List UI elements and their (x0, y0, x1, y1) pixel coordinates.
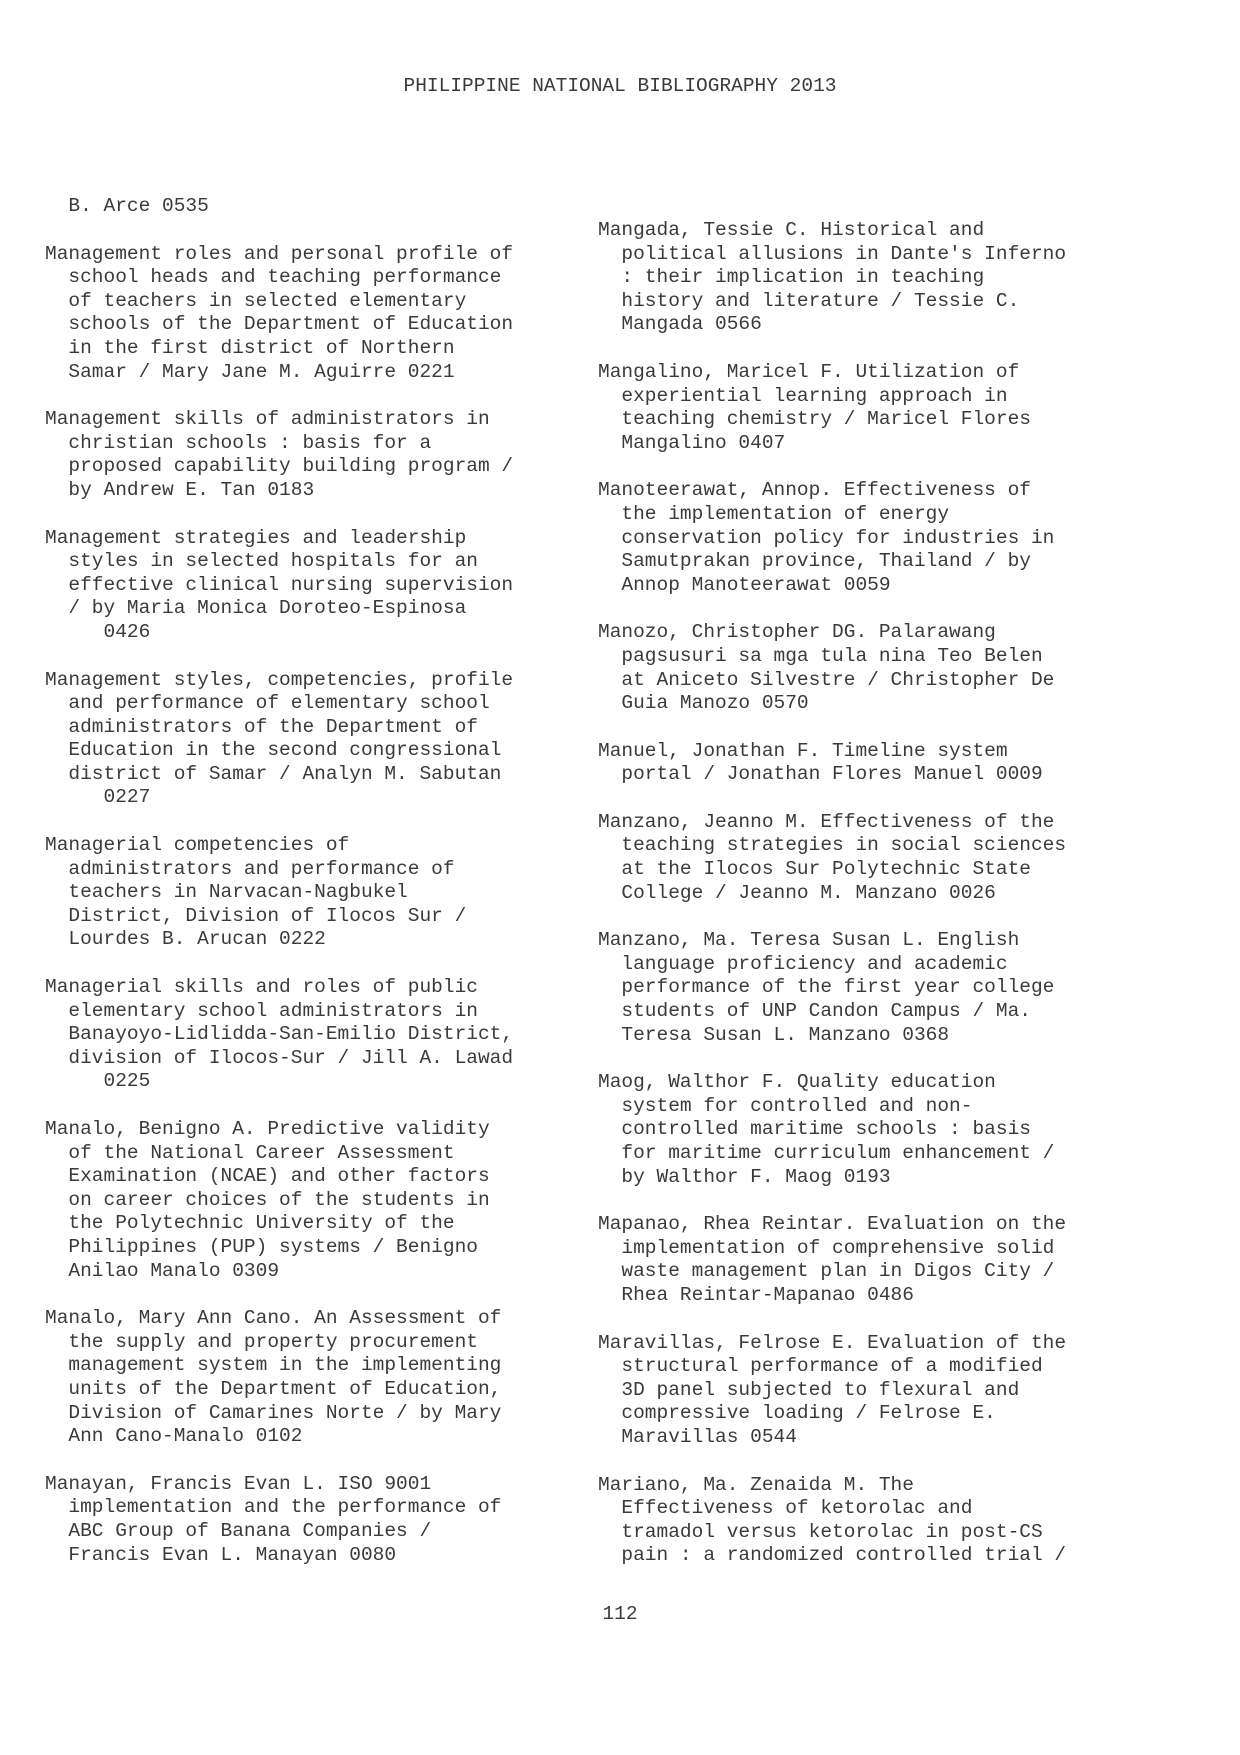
entry-line: Mapanao, Rhea Reintar. Evaluation on the (598, 1213, 1067, 1236)
bibliography-entry (45, 1118, 565, 1283)
entry-line: 0225 (45, 1070, 151, 1093)
entry-line: portal / Jonathan Flores Manuel 0009 (598, 763, 1043, 786)
entry-line: B. Arce 0535 (45, 195, 209, 217)
entry-line: implementation of comprehensive solid (598, 1236, 1055, 1259)
entry-line: Samutprakan province, Thailand / by (598, 550, 1031, 573)
entry-line: management system in the implementing (45, 1354, 502, 1377)
entry-line: waste management plan in Digos City / (598, 1260, 1055, 1283)
entry-line: proposed capability building program / (45, 455, 514, 478)
entry-line: at the Ilocos Sur Polytechnic State (598, 858, 1031, 881)
entry-line: District, Division of Ilocos Sur / (45, 904, 467, 927)
entry-line: Management skills of administrators in (45, 408, 490, 431)
entry-line: 3D panel subjected to flexural and (598, 1378, 1020, 1401)
entry-line: history and literature / Tessie C. (598, 289, 1020, 312)
entry-line: tramadol versus ketorolac in post-CS (598, 1520, 1043, 1543)
entry-line: Maravillas 0544 (598, 1425, 797, 1448)
entry-line: Division of Camarines Norte / by Mary (45, 1401, 502, 1424)
entry-line: Manalo, Benigno A. Predictive validity (45, 1118, 490, 1140)
entry-line: Effectiveness of ketorolac and (598, 1497, 973, 1520)
entry-line: Manuel, Jonathan F. Timeline system (598, 739, 1008, 762)
entry-line: Maog, Walthor F. Quality education (598, 1071, 996, 1094)
entry-line: 0227 (45, 786, 151, 809)
bibliography-entry (598, 929, 1118, 1047)
entry-line: Ann Cano-Manalo 0102 (45, 1425, 303, 1448)
entry-line: administrators and performance of (45, 857, 455, 880)
entry-line: administrators of the Department of (45, 715, 478, 738)
entry-line: pagsusuri sa mga tula nina Teo Belen (598, 644, 1043, 667)
bibliography-entry (45, 527, 565, 645)
entry-line: schools of the Department of Education (45, 313, 514, 336)
bibliography-entry (598, 1213, 1118, 1307)
entry-line: Teresa Susan L. Manzano 0368 (598, 1023, 950, 1046)
entry-line: Mangada 0566 (598, 313, 762, 336)
bibliography-entry (45, 243, 565, 385)
entry-line: Banayoyo-Lidlidda-San-Emilio District, (45, 1023, 514, 1046)
entry-line: the Polytechnic University of the (45, 1212, 455, 1235)
entry-line: Mariano, Ma. Zenaida M. The (598, 1473, 914, 1496)
entry-line: and performance of elementary school (45, 692, 490, 715)
entry-line: Examination (NCAE) and other factors (45, 1165, 490, 1188)
entry-line: Mangada, Tessie C. Historical and (598, 219, 985, 241)
entry-line: language proficiency and academic (598, 952, 1008, 975)
entry-line: by Walthor F. Maog 0193 (598, 1165, 891, 1188)
entry-line: of the National Career Assessment (45, 1141, 455, 1164)
entry-line: by Andrew E. Tan 0183 (45, 478, 315, 501)
entry-line: Education in the second congressional (45, 739, 502, 762)
entry-line: / by Maria Monica Doroteo-Espinosa (45, 597, 467, 620)
entry-line: Guia Manozo 0570 (598, 692, 809, 715)
entry-line: teachers in Narvacan-Nagbukel (45, 881, 408, 904)
bibliography-entry (598, 1071, 1118, 1189)
entry-line: compressive loading / Felrose E. (598, 1402, 996, 1425)
entry-line: Management roles and personal profile of (45, 242, 514, 265)
entry-line: on career choices of the students in (45, 1188, 490, 1211)
bibliography-entry (45, 976, 565, 1094)
entry-line: 0426 (45, 620, 151, 643)
bibliography-entry (598, 1474, 1118, 1568)
entry-line: Francis Evan L. Manayan 0080 (45, 1543, 397, 1566)
entry-line: Annop Manoteerawat 0059 (598, 573, 891, 596)
bibliography-entry (45, 1307, 565, 1449)
entry-line: styles in selected hospitals for an (45, 550, 478, 573)
entry-line: Lourdes B. Arucan 0222 (45, 928, 326, 951)
entry-line: Manzano, Ma. Teresa Susan L. English (598, 929, 1020, 952)
entry-line: the implementation of energy (598, 502, 950, 525)
bibliography-entry (598, 479, 1118, 597)
entry-line: school heads and teaching performance (45, 266, 502, 289)
entry-line: effective clinical nursing supervision (45, 573, 514, 596)
entry-line: Managerial skills and roles of public (45, 976, 478, 999)
entry-line: units of the Department of Education, (45, 1377, 502, 1400)
bibliography-entry (598, 621, 1118, 715)
entry-line: Management styles, competencies, profile (45, 668, 514, 691)
entry-line: structural performance of a modified (598, 1355, 1043, 1378)
entry-line: Manoteerawat, Annop. Effectiveness of (598, 479, 1031, 502)
entry-line: for maritime curriculum enhancement / (598, 1142, 1055, 1164)
page-number: 112 (602, 1603, 638, 1625)
entry-line: Maravillas, Felrose E. Evaluation of the (598, 1331, 1067, 1354)
bibliography-entry (598, 740, 1118, 787)
entry-line: Management strategies and leadership (45, 526, 467, 549)
entry-line: experiential learning approach in (598, 384, 1008, 407)
entry-line: Mangalino 0407 (598, 431, 786, 454)
entry-line: College / Jeanno M. Manzano 0026 (598, 881, 996, 904)
entry-line: : their implication in teaching (598, 266, 985, 289)
bibliography-entry (598, 1332, 1118, 1450)
entry-line: elementary school administrators in (45, 999, 478, 1022)
entry-line: at Aniceto Silvestre / Christopher De (598, 668, 1055, 691)
bibliography-entry (598, 811, 1118, 905)
bibliography-entry (45, 1473, 565, 1567)
entry-line: teaching chemistry / Maricel Flores (598, 408, 1031, 431)
entry-line: Manayan, Francis Evan L. ISO 9001 (45, 1472, 432, 1495)
entry-line: christian schools : basis for a (45, 431, 432, 454)
entry-line: Manzano, Jeanno M. Effectiveness of the (598, 810, 1055, 833)
bibliography-entry (598, 361, 1118, 455)
entry-line: political allusions in Dante's Inferno (598, 242, 1067, 265)
entry-line: ABC Group of Banana Companies / (45, 1519, 432, 1542)
bibliography-entry (598, 219, 1118, 337)
entry-line: system for controlled and non- (598, 1094, 973, 1117)
entry-line: district of Samar / Analyn M. Sabutan (45, 762, 502, 785)
entry-line: Anilao Manalo 0309 (45, 1259, 280, 1282)
bibliography-entry (45, 195, 565, 219)
right-column (598, 219, 1118, 1592)
entry-line: conservation policy for industries in (598, 526, 1055, 549)
entry-line: Rhea Reintar-Mapanao 0486 (598, 1283, 914, 1306)
entry-line: Mangalino, Maricel F. Utilization of (598, 360, 1020, 383)
entry-line: Samar / Mary Jane M. Aguirre 0221 (45, 360, 455, 383)
entry-line: Manozo, Christopher DG. Palarawang (598, 621, 996, 644)
running-head: PHILIPPINE NATIONAL BIBLIOGRAPHY 2013 (403, 75, 837, 97)
bibliography-entry (45, 669, 565, 811)
entry-line: the supply and property procurement (45, 1330, 478, 1353)
entry-line: in the first district of Northern (45, 336, 455, 359)
entry-line: students of UNP Candon Campus / Ma. (598, 1000, 1031, 1023)
entry-line: Philippines (PUP) systems / Benigno (45, 1235, 478, 1258)
bibliography-entry (45, 834, 565, 952)
entry-line: controlled maritime schools : basis (598, 1118, 1031, 1141)
entry-line: teaching strategies in social sciences (598, 834, 1067, 857)
entry-line: Manalo, Mary Ann Cano. An Assessment of (45, 1307, 502, 1330)
entry-line: Managerial competencies of (45, 834, 350, 857)
entry-line: performance of the first year college (598, 976, 1055, 999)
entry-line: division of Ilocos-Sur / Jill A. Lawad (45, 1046, 514, 1069)
entry-line: implementation and the performance of (45, 1496, 502, 1519)
left-column (45, 195, 565, 1591)
bibliography-entry (45, 408, 565, 502)
entry-line: pain : a randomized controlled trial / (598, 1544, 1067, 1567)
entry-line: of teachers in selected elementary (45, 289, 467, 312)
